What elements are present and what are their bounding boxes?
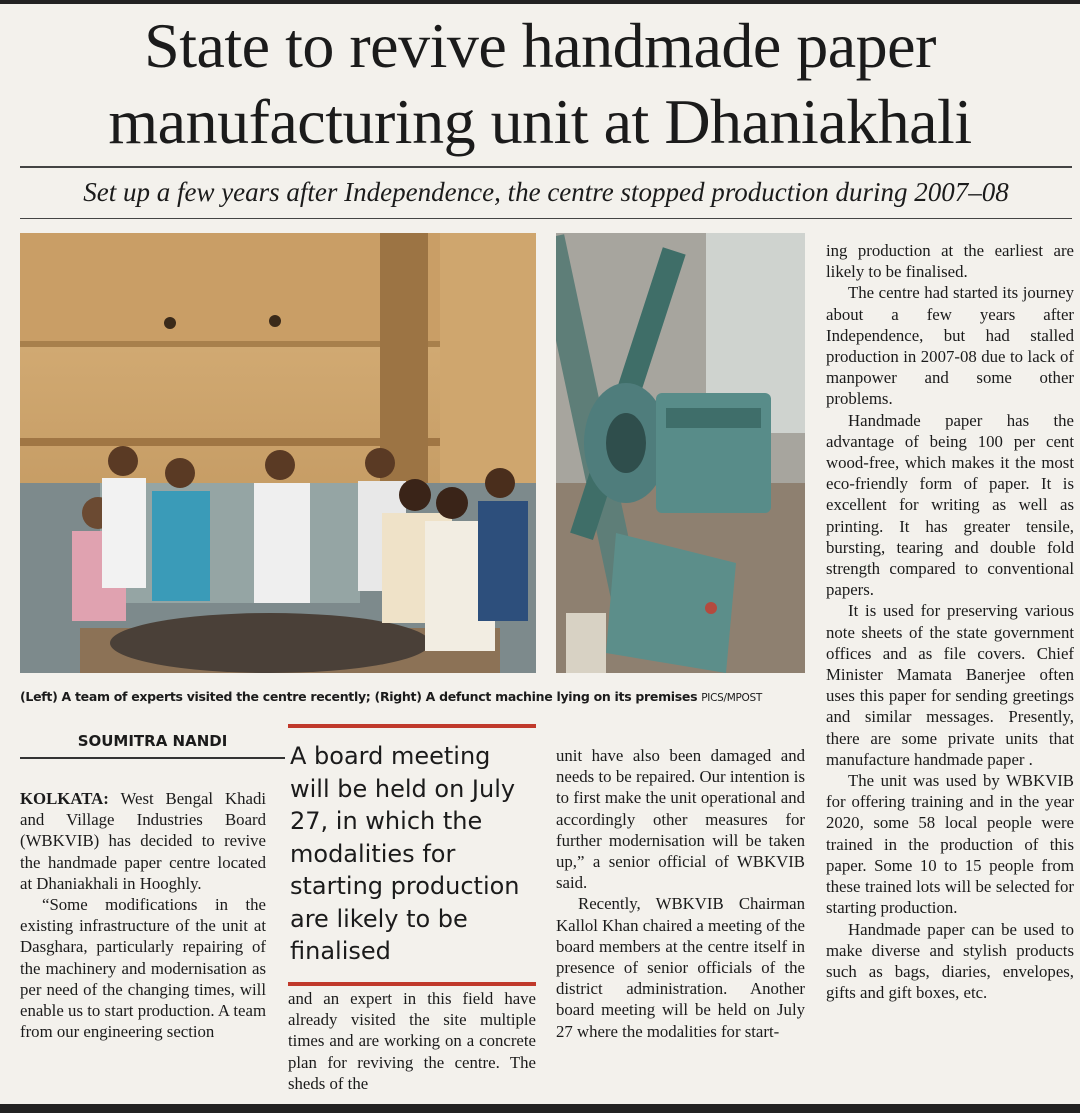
caption-text: (Left) A team of experts visited the centre recently; (Right) A defunct machine lying on its premises (20, 689, 698, 704)
dateline: KOLKATA: (20, 789, 109, 808)
paragraph: Recently, WBKVIB Chairman Kallol Khan chaired a meeting of the board members at the centre itself in presence of senior officials of the district administration. Another board meeting will be held on July 27 where the modalities for start- (556, 894, 805, 1041)
paragraph: The centre had started its journey about a few years after Independence, but had stalled production in 2007-08 due to lack of manpower and some other problems. (826, 283, 1074, 409)
photo-defunct-machine (556, 233, 805, 673)
paragraph: The unit was used by WBKVIB for offering training and in the year 2020, some 58 local people were trained in the production of this paper. Some 10 to 15 people from these trained lots will be selected for starting production. (826, 771, 1074, 918)
top-border (0, 0, 1080, 4)
paragraph-text: West Bengal Khadi and Village Industries Board (WBKVIB) has decided to revive the handmade paper centre located at Dhaniakhali in Hooghly. (20, 789, 266, 893)
headline-line-2: manufacturing unit at Dhaniakhali (108, 86, 972, 157)
bottom-border (0, 1104, 1080, 1113)
subheadline: Set up a few years after Independence, the centre stopped production during 2007–08 (83, 177, 1009, 207)
subhead-bottom-rule (20, 218, 1072, 219)
paragraph: and an expert in this field have already visited the site multiple times and are working on a concrete plan for reviving the centre. The sheds of the (288, 989, 536, 1093)
paragraph: Handmade paper can be used to make diverse and stylish products such as bags, diaries, envelopes, gifts and gift boxes, etc. (826, 919, 1074, 1003)
column-3 (556, 745, 805, 1042)
paragraph: It is used for preserving various note sheets of the state government offices and as file covers. Chief Minister Mamata Banerjee often uses this paper for sending greetings and similar messages. Presently, there are some private units that manufacture handmade paper . (826, 601, 1074, 769)
byline: SOUMITRA NANDI (20, 725, 285, 759)
pull-quote: A board meeting will be held on July 27, in which the modalities for starting production are likely to be finalised (290, 742, 520, 965)
photo-machine-image (556, 233, 805, 673)
headline-line-1: State to revive handmade paper (144, 10, 936, 81)
pull-quote-box (288, 724, 536, 986)
column-4 (826, 240, 1074, 1003)
paragraph: unit have also been damaged and needs to be repaired. Our intention is to first make the unit operational and accordingly other measures for further modernisation will be taken up,” a senior official of WBKVIB said. (556, 746, 805, 893)
photo-experts-image (20, 233, 536, 673)
paragraph: “Some modifications in the existing infrastructure of the unit at Dasghara, particularly repairing of the machinery and modernisation as per need of the changing times, will enable us to start production. A team from our engineering section (20, 895, 266, 1042)
photo-credit: PICS/MPOST (701, 692, 762, 704)
column-1 (20, 788, 266, 1042)
column-2 (288, 988, 536, 1094)
subhead-top-rule (20, 166, 1072, 168)
headline (0, 8, 1080, 160)
paragraph: Handmade paper has the advantage of being 100 per cent wood-free, which makes it the most eco-friendly form of paper. It is excellent for writing as well as printing. It has greater tensile, bursting, tearing and double fold strength compared to conventional papers. (826, 410, 1074, 600)
photo-experts (20, 233, 536, 673)
photo-caption (20, 688, 810, 707)
paragraph (20, 788, 266, 894)
paragraph: ing production at the earliest are likely to be finalised. (826, 241, 1074, 282)
